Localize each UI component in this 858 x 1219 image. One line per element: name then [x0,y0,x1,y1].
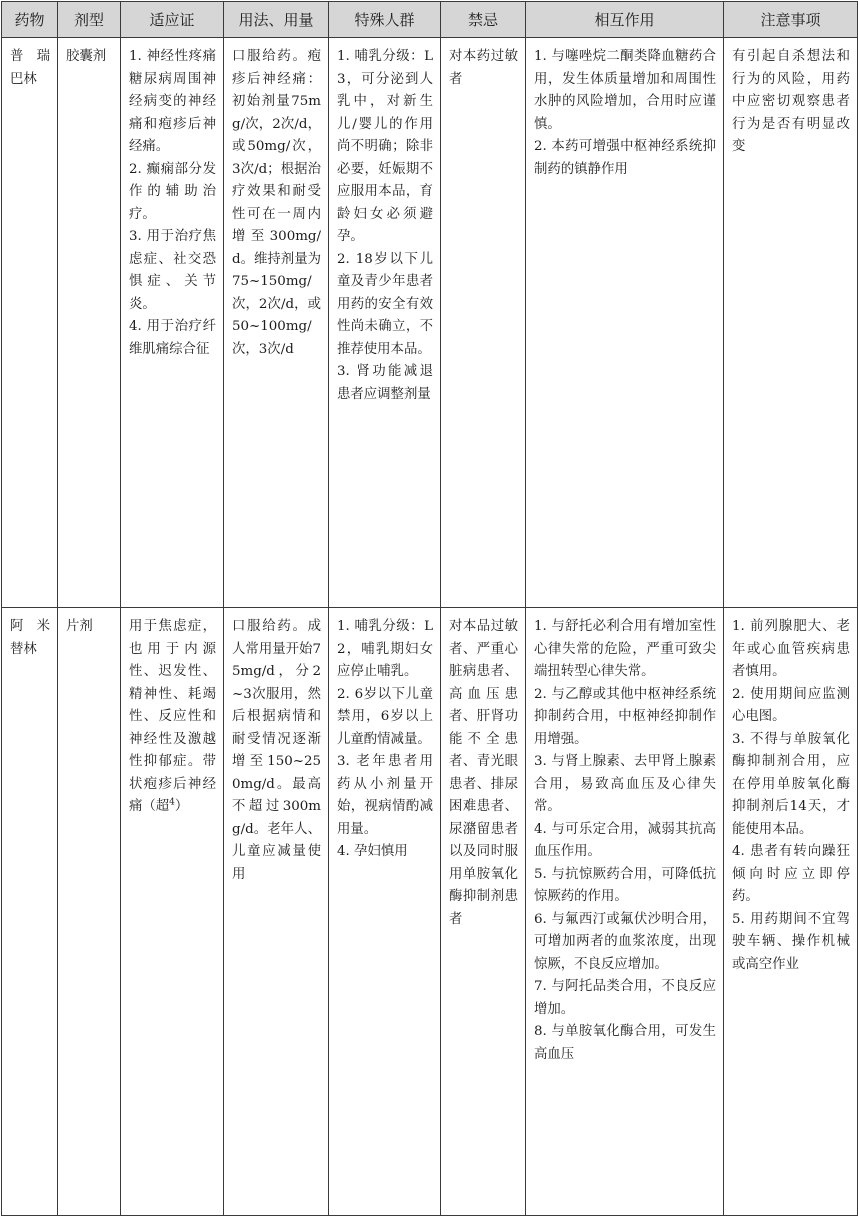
cell-special-populations [329,608,441,1216]
special-population-item: 3. 肾功能减退患者应调整剂量 [337,364,433,402]
cell-interactions [526,38,724,608]
special-population-item: 2. 6岁以下儿童禁用，6岁以上儿童酌情减量。 [337,686,433,747]
header-dosage: 用法、用量 [224,2,329,38]
header-indications: 适应证 [121,2,224,38]
interaction-item: 4. 与可乐定合用，减弱其抗高血压作用。 [534,821,716,859]
dosage-text: 口服给药。成人常用量开始75mg/d，分2~3次服用，然后根据病情和耐受情况逐渐增至150~250mg/d。最高不超过300mg/d。老年人、儿童应减量使用 [232,619,321,882]
indication-item: 3. 用于治疗焦虑症、社交恐惧症、关节炎。 [129,229,216,312]
indication-item: 4. 用于治疗纤维肌痛综合征 [129,319,216,357]
header-form: 剂型 [58,2,121,38]
table-row-pregabalin [2,38,858,608]
contraindication-text: 对本品过敏者、严重心脏病患者、高血压患者、肝肾功能不全患者、青光眼患者、排尿困难患者、尿潴留患者以及同时服用单胺氧化酶抑制剂患者 [449,619,518,927]
cell-indications [121,608,224,1216]
special-population-item: 3. 老年患者用药从小剂量开始，视病情酌减用量。 [337,754,433,837]
indication-text: 用于焦虑症，也用于内源性、迟发性、精神性、耗竭性、反应性和神经性及激越性抑郁症。带状疱疹后神经痛（超 [129,619,216,814]
precaution-item: 1. 前列腺肥大、老年或心血管疾病患者慎用。 [732,619,850,679]
interaction-item: 3. 与肾上腺素、去甲肾上腺素合用，易致高血压及心律失常。 [534,754,716,814]
header-row [2,2,858,38]
off-label-superscript: 4 [169,797,175,808]
cell-contraindications [441,608,526,1216]
interaction-item: 2. 与乙醇或其他中枢神经系统抑制药合用，中枢神经抑制作用增强。 [534,686,716,747]
cell-precautions [724,608,858,1216]
interaction-item: 1. 与舒托必利合用有增加室性心律失常的危险，严重可致尖端扭转型心律失常。 [534,619,716,679]
precaution-item: 4. 患者有转向躁狂倾向时应立即停药。 [732,844,850,904]
contraindication-text: 对本药过敏者 [449,49,518,87]
special-population-item: 1. 哺乳分级：L2，哺乳期妇女应停止哺乳。 [337,619,433,679]
indication-close-paren: ） [174,799,189,814]
cell-special-populations [329,38,441,608]
interaction-item: 2. 本药可增强中枢神经系统抑制药的镇静作用 [534,139,716,177]
special-population-item: 2. 18岁以下儿童及青少年患者用药的安全有效性尚未确立，不推荐使用本品。 [337,251,433,357]
cell-interactions [526,608,724,1216]
header-precautions: 注意事项 [724,2,858,38]
interaction-item: 7. 与阿托品类合用，不良反应增加。 [534,979,716,1017]
interaction-item: 1. 与噻唑烷二酮类降血糖药合用，发生体质量增加和周围性水肿的风险增加，合用时应谨慎。 [534,49,716,132]
cell-precautions [724,38,858,608]
interaction-item: 6. 与氟西汀或氟伏沙明合用，可增加两者的血浆浓度，出现惊厥，不良反应增加。 [534,911,716,972]
header-interactions: 相互作用 [526,2,724,38]
precaution-item: 5. 用药期间不宜驾驶车辆、操作机械或高空作业 [732,911,850,972]
indication-item: 1. 神经性疼痛 糖尿病周围神经病变的神经痛和疱疹后神经痛。 [129,49,216,154]
cell-drug-name: 普瑞巴林 [2,38,58,608]
interaction-item: 8. 与单胺氧化酶合用，可发生高血压 [534,1024,716,1062]
dosage-text: 口服给药。疱疹后神经痛：初始剂量75mg/次，2次/d，或50mg/次，3次/d；根据治疗效果和耐受性可在一周内增至300mg/d。维持剂量为75~150mg/次，2次/d，或50~100mg/次，3次/d [232,49,321,357]
indication-item: 2. 癫痫部分发作的辅助治疗。 [129,161,216,222]
header-contraindications: 禁忌 [441,2,526,38]
table-row-amitriptyline [2,608,858,1216]
header-special-populations: 特殊人群 [329,2,441,38]
precaution-item: 2. 使用期间应监测心电图。 [732,686,850,724]
special-population-item: 4. 孕妇慎用 [337,844,408,859]
header-drug: 药物 [2,2,58,38]
cell-dosage-form: 胶囊剂 [58,38,121,608]
precaution-item: 有引起自杀想法和行为的风险，用药中应密切观察患者行为是否有明显改变 [732,49,850,154]
cell-drug-name: 阿米替林 [2,608,58,1216]
cell-dosage [224,38,329,608]
precaution-item: 3. 不得与单胺氧化酶抑制剂合用，应在停用单胺氧化酶抑制剂后14天，才能使用本品。 [732,731,850,837]
cell-contraindications [441,38,526,608]
cell-indications [121,38,224,608]
special-population-item: 1. 哺乳分级：L3，可分泌到人乳中，对新生儿/婴儿的作用尚不明确；除非必要，妊娠期不应服用本品，育龄妇女必须避孕。 [337,49,433,244]
interaction-item: 5. 与抗惊厥药合用，可降低抗惊厥药的作用。 [534,866,716,904]
drug-info-table [1,1,858,1216]
cell-dosage [224,608,329,1216]
cell-dosage-form: 片剂 [58,608,121,1216]
